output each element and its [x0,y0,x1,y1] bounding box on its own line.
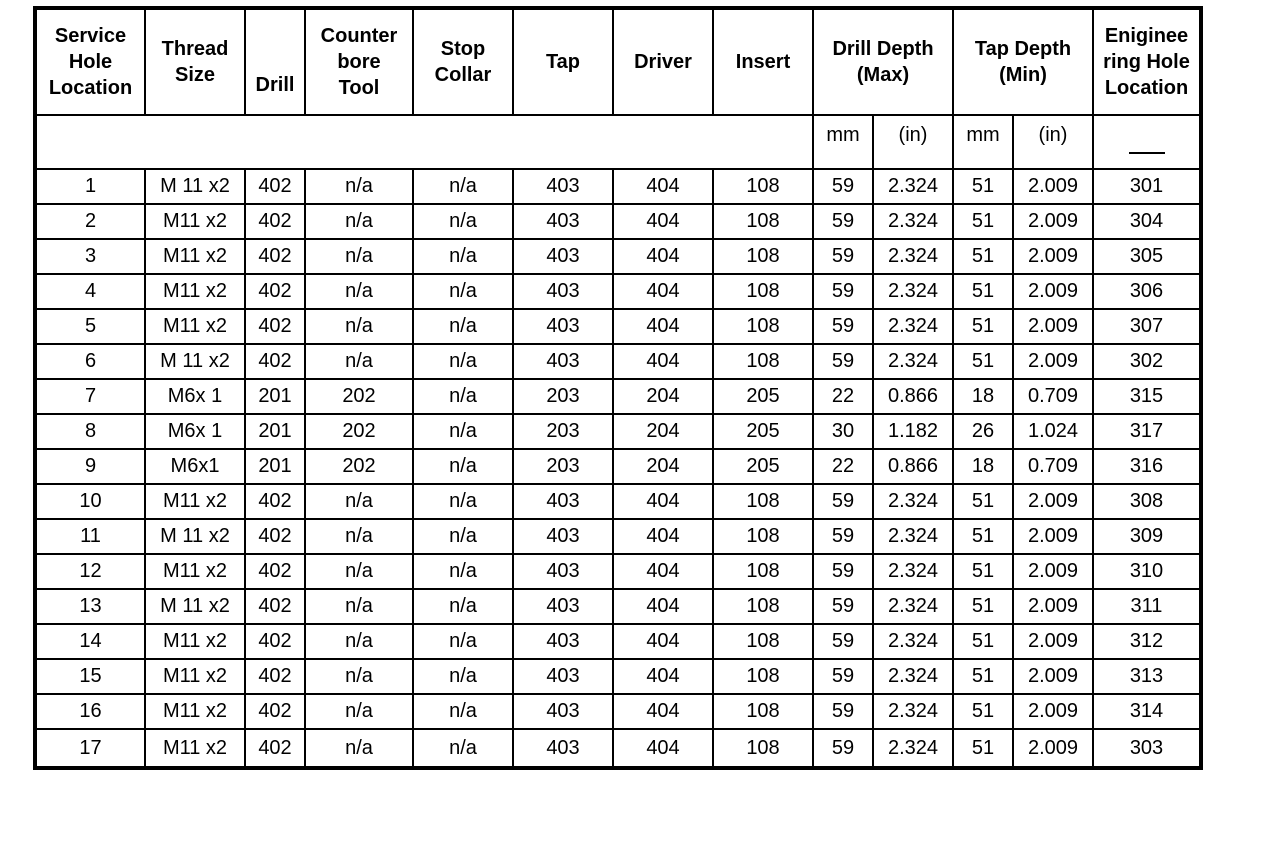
cell-thread-size: M11 x2 [145,624,245,659]
tooling-table [33,6,1203,770]
cell-engineering-hole-location: 317 [1093,414,1201,449]
cell-stop-collar: n/a [413,274,513,309]
cell-tap-depth-in: 0.709 [1013,449,1093,484]
cell-service-hole-location: 2 [35,204,145,239]
cell-tap-depth-in: 2.009 [1013,589,1093,624]
cell-drill: 201 [245,414,305,449]
table-row [35,414,1201,449]
cell-tap-depth-mm: 51 [953,624,1013,659]
cell-driver: 404 [613,484,713,519]
cell-tap: 203 [513,449,613,484]
cell-thread-size: M11 x2 [145,239,245,274]
cell-thread-size: M11 x2 [145,484,245,519]
header-tap-depth: Tap Depth (Min) [953,8,1093,115]
cell-driver: 404 [613,309,713,344]
cell-drill: 402 [245,484,305,519]
cell-tap-depth-mm: 51 [953,169,1013,204]
cell-drill-depth-mm: 22 [813,449,873,484]
cell-engineering-hole-location: 308 [1093,484,1201,519]
cell-stop-collar: n/a [413,659,513,694]
cell-thread-size: M6x1 [145,449,245,484]
cell-insert: 108 [713,659,813,694]
cell-engineering-hole-location: 314 [1093,694,1201,729]
cell-driver: 204 [613,449,713,484]
cell-service-hole-location: 6 [35,344,145,379]
cell-tap: 403 [513,624,613,659]
cell-drill: 402 [245,624,305,659]
cell-tap-depth-mm: 51 [953,659,1013,694]
cell-insert: 108 [713,729,813,768]
cell-drill: 402 [245,554,305,589]
cell-tap-depth-mm: 51 [953,729,1013,768]
cell-stop-collar: n/a [413,484,513,519]
cell-tap-depth-in: 2.009 [1013,239,1093,274]
table-row [35,694,1201,729]
cell-drill-depth-mm: 59 [813,484,873,519]
table-body [35,169,1201,768]
cell-insert: 108 [713,239,813,274]
unit-tap-in: (in) [1013,115,1093,169]
table-row [35,204,1201,239]
cell-drill-depth-in: 2.324 [873,729,953,768]
table-row [35,659,1201,694]
cell-tap: 203 [513,379,613,414]
cell-driver: 204 [613,379,713,414]
header-row [35,8,1201,115]
cell-tap-depth-in: 2.009 [1013,309,1093,344]
table-row [35,624,1201,659]
cell-tap-depth-in: 2.009 [1013,484,1093,519]
cell-stop-collar: n/a [413,309,513,344]
cell-drill: 402 [245,729,305,768]
cell-thread-size: M11 x2 [145,274,245,309]
cell-service-hole-location: 15 [35,659,145,694]
cell-tap-depth-in: 0.709 [1013,379,1093,414]
cell-drill-depth-in: 2.324 [873,659,953,694]
cell-counterbore-tool: n/a [305,729,413,768]
cell-thread-size: M 11 x2 [145,344,245,379]
cell-counterbore-tool: 202 [305,449,413,484]
cell-drill-depth-in: 2.324 [873,484,953,519]
cell-insert: 205 [713,449,813,484]
cell-drill: 402 [245,204,305,239]
unit-engineering-blank [1093,115,1201,169]
cell-tap-depth-mm: 18 [953,449,1013,484]
cell-thread-size: M11 x2 [145,554,245,589]
table-row [35,169,1201,204]
cell-counterbore-tool: n/a [305,519,413,554]
cell-thread-size: M 11 x2 [145,519,245,554]
cell-counterbore-tool: n/a [305,624,413,659]
cell-engineering-hole-location: 316 [1093,449,1201,484]
cell-stop-collar: n/a [413,589,513,624]
cell-tap-depth-mm: 51 [953,519,1013,554]
cell-tap-depth-mm: 51 [953,589,1013,624]
cell-service-hole-location: 12 [35,554,145,589]
cell-drill-depth-mm: 59 [813,554,873,589]
cell-drill-depth-in: 2.324 [873,309,953,344]
cell-stop-collar: n/a [413,519,513,554]
cell-drill-depth-mm: 22 [813,379,873,414]
table-row [35,449,1201,484]
cell-driver: 404 [613,274,713,309]
cell-stop-collar: n/a [413,449,513,484]
cell-drill: 402 [245,344,305,379]
cell-engineering-hole-location: 303 [1093,729,1201,768]
cell-counterbore-tool: n/a [305,239,413,274]
cell-drill: 402 [245,169,305,204]
unit-drill-in: (in) [873,115,953,169]
cell-tap: 403 [513,589,613,624]
table-row [35,274,1201,309]
units-blank-cell [35,115,813,169]
header-insert: Insert [713,8,813,115]
cell-counterbore-tool: n/a [305,274,413,309]
table-row [35,379,1201,414]
cell-counterbore-tool: 202 [305,414,413,449]
cell-driver: 404 [613,344,713,379]
cell-drill-depth-in: 2.324 [873,204,953,239]
cell-thread-size: M 11 x2 [145,589,245,624]
cell-drill-depth-mm: 59 [813,239,873,274]
cell-counterbore-tool: n/a [305,204,413,239]
cell-engineering-hole-location: 307 [1093,309,1201,344]
cell-tap-depth-mm: 26 [953,414,1013,449]
cell-tap: 403 [513,519,613,554]
cell-drill-depth-in: 2.324 [873,274,953,309]
cell-drill: 402 [245,659,305,694]
cell-insert: 108 [713,589,813,624]
cell-drill-depth-mm: 59 [813,169,873,204]
header-drill-depth: Drill Depth (Max) [813,8,953,115]
header-service-hole-location: Service Hole Location [35,8,145,115]
cell-counterbore-tool: n/a [305,659,413,694]
table-row [35,239,1201,274]
cell-insert: 108 [713,274,813,309]
cell-drill-depth-mm: 59 [813,694,873,729]
cell-thread-size: M11 x2 [145,309,245,344]
cell-engineering-hole-location: 312 [1093,624,1201,659]
cell-tap-depth-in: 2.009 [1013,659,1093,694]
cell-service-hole-location: 8 [35,414,145,449]
header-tap: Tap [513,8,613,115]
cell-tap-depth-mm: 51 [953,554,1013,589]
cell-counterbore-tool: n/a [305,554,413,589]
cell-engineering-hole-location: 310 [1093,554,1201,589]
cell-stop-collar: n/a [413,729,513,768]
cell-driver: 404 [613,589,713,624]
cell-tap: 403 [513,729,613,768]
cell-thread-size: M11 x2 [145,694,245,729]
cell-engineering-hole-location: 301 [1093,169,1201,204]
cell-tap: 403 [513,204,613,239]
cell-service-hole-location: 5 [35,309,145,344]
cell-drill-depth-mm: 59 [813,729,873,768]
cell-counterbore-tool: 202 [305,379,413,414]
cell-driver: 404 [613,204,713,239]
table-row [35,589,1201,624]
cell-insert: 205 [713,414,813,449]
cell-counterbore-tool: n/a [305,694,413,729]
table-row [35,554,1201,589]
cell-service-hole-location: 17 [35,729,145,768]
cell-driver: 204 [613,414,713,449]
cell-thread-size: M11 x2 [145,729,245,768]
cell-counterbore-tool: n/a [305,309,413,344]
cell-service-hole-location: 3 [35,239,145,274]
cell-drill: 402 [245,694,305,729]
cell-thread-size: M6x 1 [145,414,245,449]
cell-drill: 201 [245,449,305,484]
cell-tap-depth-in: 2.009 [1013,729,1093,768]
cell-drill-depth-in: 2.324 [873,624,953,659]
cell-drill-depth-in: 2.324 [873,169,953,204]
cell-drill-depth-mm: 59 [813,589,873,624]
cell-stop-collar: n/a [413,414,513,449]
cell-driver: 404 [613,169,713,204]
cell-tap: 403 [513,659,613,694]
cell-service-hole-location: 13 [35,589,145,624]
cell-stop-collar: n/a [413,694,513,729]
cell-tap: 403 [513,309,613,344]
header-drill: Drill [245,8,305,115]
cell-insert: 108 [713,554,813,589]
cell-tap: 403 [513,274,613,309]
header-engineering-hole-location: Eniginee ring Hole Location [1093,8,1201,115]
cell-engineering-hole-location: 311 [1093,589,1201,624]
units-row [35,115,1201,169]
cell-drill-depth-mm: 59 [813,624,873,659]
cell-tap-depth-mm: 51 [953,484,1013,519]
cell-counterbore-tool: n/a [305,169,413,204]
cell-thread-size: M11 x2 [145,659,245,694]
cell-tap-depth-in: 1.024 [1013,414,1093,449]
cell-tap: 403 [513,554,613,589]
cell-insert: 108 [713,204,813,239]
cell-drill-depth-in: 0.866 [873,379,953,414]
cell-thread-size: M11 x2 [145,204,245,239]
cell-tap: 403 [513,239,613,274]
cell-insert: 108 [713,169,813,204]
cell-drill-depth-in: 0.866 [873,449,953,484]
cell-tap: 203 [513,414,613,449]
cell-engineering-hole-location: 306 [1093,274,1201,309]
header-thread-size: Thread Size [145,8,245,115]
cell-thread-size: M 11 x2 [145,169,245,204]
cell-tap-depth-in: 2.009 [1013,519,1093,554]
cell-drill-depth-mm: 59 [813,519,873,554]
cell-stop-collar: n/a [413,169,513,204]
unit-drill-mm: mm [813,115,873,169]
cell-tap-depth-mm: 51 [953,274,1013,309]
cell-driver: 404 [613,519,713,554]
cell-driver: 404 [613,239,713,274]
cell-tap: 403 [513,344,613,379]
cell-engineering-hole-location: 305 [1093,239,1201,274]
cell-service-hole-location: 7 [35,379,145,414]
underline-mark [1129,124,1165,154]
unit-tap-mm: mm [953,115,1013,169]
cell-tap-depth-in: 2.009 [1013,554,1093,589]
cell-drill: 402 [245,239,305,274]
cell-tap-depth-mm: 18 [953,379,1013,414]
table-row [35,344,1201,379]
cell-service-hole-location: 11 [35,519,145,554]
cell-insert: 205 [713,379,813,414]
cell-drill: 402 [245,589,305,624]
cell-thread-size: M6x 1 [145,379,245,414]
cell-drill-depth-mm: 59 [813,204,873,239]
cell-tap: 403 [513,169,613,204]
table-row [35,729,1201,768]
cell-insert: 108 [713,519,813,554]
cell-stop-collar: n/a [413,204,513,239]
cell-drill: 402 [245,274,305,309]
cell-engineering-hole-location: 302 [1093,344,1201,379]
cell-stop-collar: n/a [413,554,513,589]
cell-stop-collar: n/a [413,379,513,414]
cell-drill-depth-in: 1.182 [873,414,953,449]
cell-engineering-hole-location: 309 [1093,519,1201,554]
cell-tap-depth-mm: 51 [953,694,1013,729]
cell-engineering-hole-location: 313 [1093,659,1201,694]
cell-tap-depth-in: 2.009 [1013,204,1093,239]
cell-tap-depth-mm: 51 [953,239,1013,274]
table-row [35,484,1201,519]
cell-tap: 403 [513,694,613,729]
cell-driver: 404 [613,729,713,768]
cell-driver: 404 [613,554,713,589]
cell-service-hole-location: 9 [35,449,145,484]
cell-service-hole-location: 1 [35,169,145,204]
cell-drill-depth-in: 2.324 [873,589,953,624]
cell-tap-depth-in: 2.009 [1013,694,1093,729]
cell-insert: 108 [713,309,813,344]
cell-drill-depth-mm: 59 [813,659,873,694]
cell-counterbore-tool: n/a [305,344,413,379]
cell-drill-depth-mm: 59 [813,274,873,309]
cell-drill: 402 [245,309,305,344]
cell-drill: 402 [245,519,305,554]
cell-driver: 404 [613,694,713,729]
cell-stop-collar: n/a [413,239,513,274]
cell-drill: 201 [245,379,305,414]
cell-stop-collar: n/a [413,344,513,379]
cell-tap-depth-in: 2.009 [1013,274,1093,309]
table-row [35,309,1201,344]
cell-stop-collar: n/a [413,624,513,659]
cell-driver: 404 [613,659,713,694]
cell-drill-depth-in: 2.324 [873,554,953,589]
cell-insert: 108 [713,694,813,729]
cell-tap-depth-mm: 51 [953,309,1013,344]
header-driver: Driver [613,8,713,115]
cell-counterbore-tool: n/a [305,589,413,624]
cell-service-hole-location: 16 [35,694,145,729]
cell-tap-depth-in: 2.009 [1013,344,1093,379]
cell-insert: 108 [713,624,813,659]
cell-tap: 403 [513,484,613,519]
header-stop-collar: Stop Collar [413,8,513,115]
cell-tap-depth-mm: 51 [953,204,1013,239]
cell-drill-depth-mm: 59 [813,344,873,379]
cell-drill-depth-mm: 59 [813,309,873,344]
cell-drill-depth-in: 2.324 [873,239,953,274]
cell-driver: 404 [613,624,713,659]
cell-tap-depth-in: 2.009 [1013,169,1093,204]
cell-service-hole-location: 10 [35,484,145,519]
cell-drill-depth-in: 2.324 [873,344,953,379]
cell-service-hole-location: 4 [35,274,145,309]
cell-counterbore-tool: n/a [305,484,413,519]
cell-drill-depth-mm: 30 [813,414,873,449]
cell-engineering-hole-location: 304 [1093,204,1201,239]
cell-tap-depth-mm: 51 [953,344,1013,379]
table-row [35,519,1201,554]
cell-drill-depth-in: 2.324 [873,519,953,554]
cell-tap-depth-in: 2.009 [1013,624,1093,659]
cell-insert: 108 [713,344,813,379]
header-counterbore-tool: Counter bore Tool [305,8,413,115]
cell-engineering-hole-location: 315 [1093,379,1201,414]
cell-insert: 108 [713,484,813,519]
cell-service-hole-location: 14 [35,624,145,659]
cell-drill-depth-in: 2.324 [873,694,953,729]
